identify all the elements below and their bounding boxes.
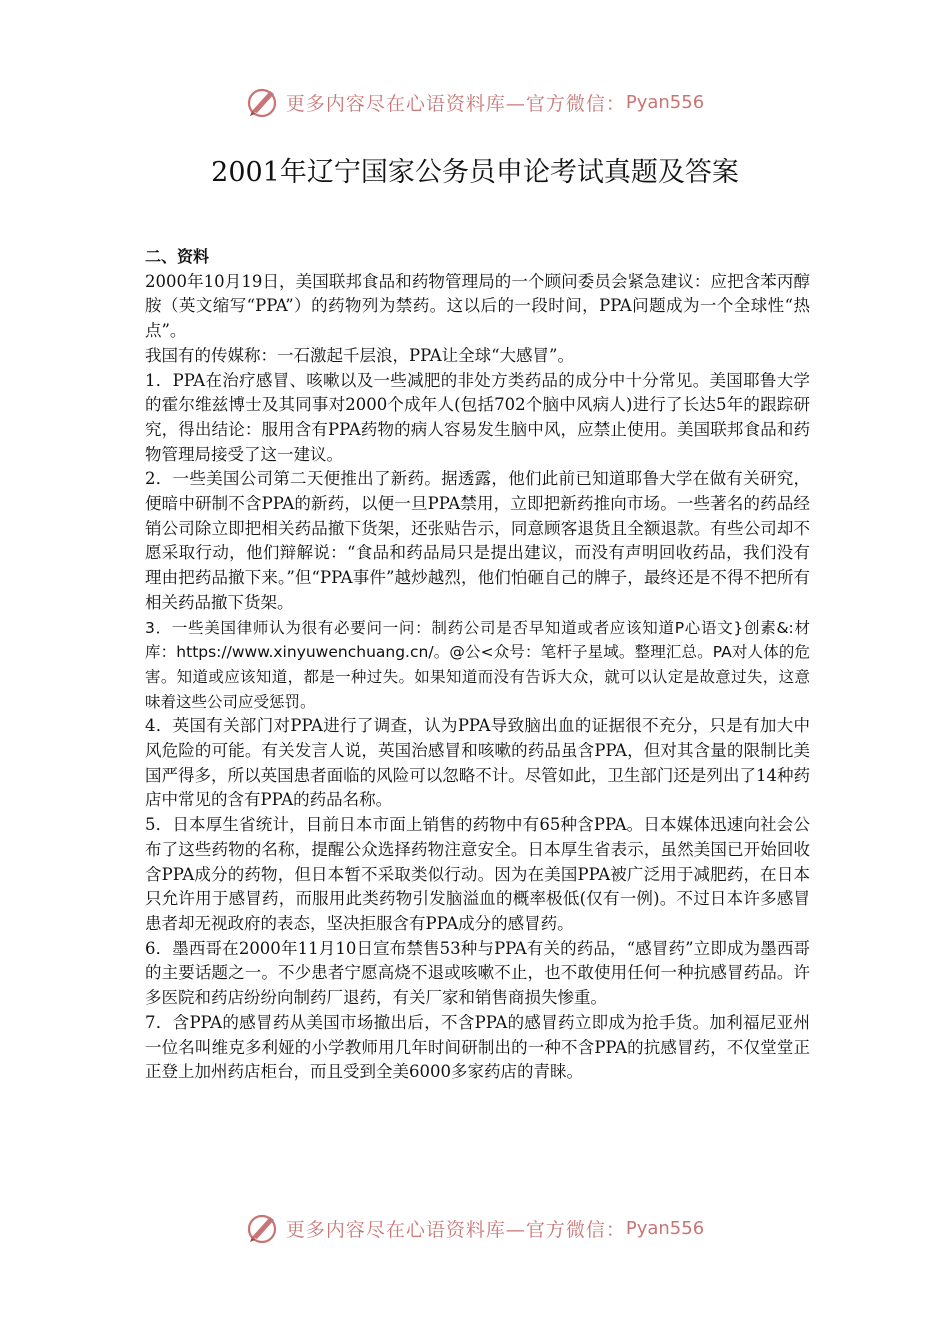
banner-text: 更多内容尽在心语资料库—官方微信： — [285, 1218, 626, 1241]
footer-banner — [0, 1208, 950, 1248]
paragraph-1: 1．PPA在治疗感冒、咳嗽以及一些减肥的非处方类药品的成分中十分常见。美国耶鲁大学的霍尔维兹博士及其同事对2000个成年人(包括702个脑中风病人)进行了长达5年的跟踪研究，得出结论：服用含有PPA药物的病人容易发生脑中风，应禁止使用。美国联邦食品和药物管理局接受了这一建议。 — [145, 370, 810, 464]
header-banner — [0, 82, 950, 122]
paragraph-6: 6．墨西哥在2000年11月10日宣布禁售53种与PPA有关的药品，“感冒药”立即成为墨西哥的主要话题之一。不少患者宁愿高烧不退或咳嗽不止，也不敢使用任何一种抗感冒药品。许多医院和药店纷纷向制药厂退药，有关厂家和销售商损失惨重。 — [145, 938, 810, 1008]
banner-account: Pyan556 — [625, 91, 705, 113]
paragraph-3: 3．一些美国律师认为很有必要问一问：制药公司是否早知道或者应该知道P心语文}创素&:材库：https://www.xinyuwenchuang.cn/。@公<众号：笔杆子星域。整理汇总。PA对人体的危害。知道或应该知道，都是一种过失。如果知道而没有告诉大众，就可以认定是故意过失，这意味着这些公司应受惩罚。 — [145, 618, 810, 711]
paragraph-7: 7．含PPA的感冒药从美国市场撤出后，不含PPA的感冒药立即成为抢手货。加利福尼亚州一位名叫维克多利娅的小学教师用几年时间研制出的一种不含PPA的抗感冒药，不仅堂堂正正登上加州药店柜台，而且受到全美6000多家药店的青睐。 — [145, 1012, 810, 1082]
paragraph-4: 4．英国有关部门对PPA进行了调查，认为PPA导致脑出血的证据很不充分，只是有加大中风危险的可能。有关发言人说，英国治感冒和咳嗽的药品虽含PPA，但对其含量的限制比美国严得多，所以英国患者面临的风险可以忽略不计。尽管如此，卫生部门还是列出了14种药店中常见的含有PPA的药品名称。 — [145, 716, 810, 810]
banner-text: 更多内容尽在心语资料库—官方微信： — [285, 92, 626, 115]
pen-logo-icon — [246, 85, 280, 119]
paragraph-intro: 2000年10月19日，美国联邦食品和药物管理局的一个顾问委员会紧急建议：应把含苯丙醇胺（英文缩写“PPA”）的药物列为禁药。这以后的一段时间，PPA问题成为一个全球性“热点”。 — [145, 271, 810, 341]
paragraph-2: 2．一些美国公司第二天便推出了新药。据透露，他们此前已知道耶鲁大学在做有关研究，便暗中研制不含PPA的新药，以便一旦PPA禁用，立即把新药推向市场。一些著名的药品经销公司除立即把相关药品撤下货架，还张贴告示，同意顾客退货且全额退款。有些公司却不愿采取行动，他们辩解说：“食品和药品局只是提出建议，而没有声明回收药品，我们没有理由把药品撤下来。”但“PPA事件”越炒越烈，他们怕砸自己的牌子，最终还是不得不把所有相关药品撤下货架。 — [145, 469, 810, 612]
document-body — [145, 245, 810, 1085]
document-title: 2001年辽宁国家公务员申论考试真题及答案 — [211, 157, 739, 188]
section-heading: 二、资料 — [145, 247, 210, 266]
pen-logo-icon — [246, 1211, 280, 1245]
paragraph-media: 我国有的传媒称：一石激起千层浪，PPA让全球“大感冒”。 — [145, 345, 574, 365]
paragraph-5: 5．日本厚生省统计，目前日本市面上销售的药物中有65种含PPA。日本媒体迅速向社会公布了这些药物的名称，提醒公众选择药物注意安全。日本厚生省表示，虽然美国已开始回收含PPA成分的药物，但日本暂不采取类似行动。因为在美国PPA被广泛用于减肥药，在日本只允许用于感冒药，而服用此类药物引发脑溢血的概率极低(仅有一例)。不过日本许多感冒患者却无视政府的表态，坚决拒服含有PPA成分的感冒药。 — [145, 815, 810, 933]
banner-account: Pyan556 — [625, 1217, 705, 1239]
